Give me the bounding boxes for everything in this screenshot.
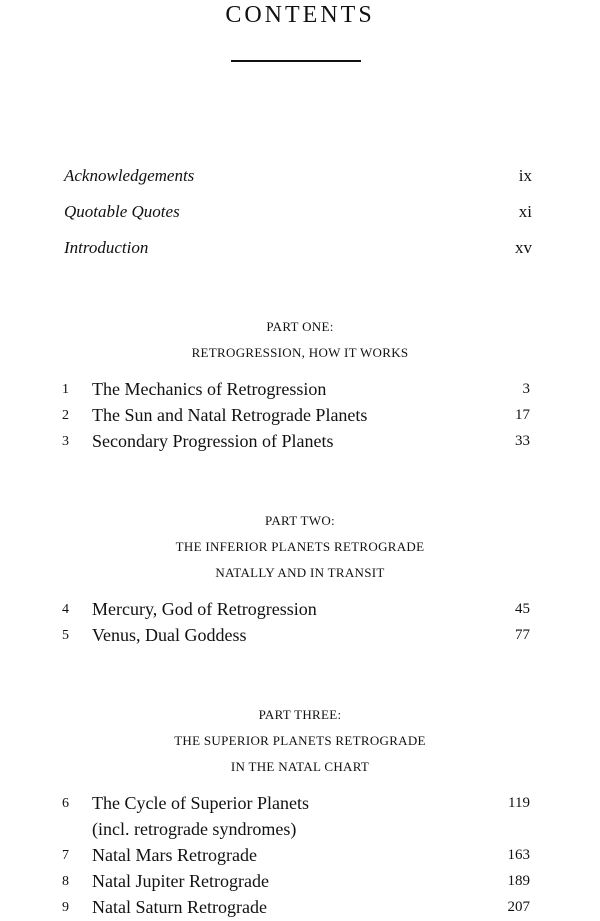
chapter-entry[interactable] [0, 868, 600, 894]
part-subtitle: IN THE NATAL CHART [230, 759, 370, 774]
chapter-title: Secondary Progression of Planets [92, 431, 334, 451]
chapter-entry[interactable] [0, 622, 600, 648]
title-rule [231, 60, 361, 62]
chapter-page: 119 [508, 795, 530, 811]
chapter-page: 3 [522, 381, 530, 397]
chapter-title: The Mechanics of Retrogression [92, 379, 327, 399]
chapter-page: 33 [515, 433, 530, 449]
part-subtitle: THE INFERIOR PLANETS RETROGRADE [175, 539, 425, 554]
front-matter-page: ix [518, 166, 532, 185]
chapter-title: Natal Mars Retrograde [92, 845, 257, 865]
chapter-number: 7 [62, 848, 69, 863]
chapter-number: 3 [62, 434, 69, 449]
chapter-title: The Sun and Natal Retrograde Planets [92, 405, 368, 425]
front-matter-item[interactable] [64, 163, 532, 189]
part-heading: PART THREE: [258, 707, 342, 722]
front-matter-page: xv [515, 238, 532, 257]
chapter-title: Venus, Dual Goddess [92, 625, 247, 645]
front-matter-page: xi [518, 202, 532, 221]
chapter-entry[interactable] [0, 402, 600, 428]
chapter-page: 163 [507, 847, 530, 863]
chapter-number: 2 [62, 408, 69, 423]
chapter-entry[interactable] [0, 428, 600, 454]
chapter-title-continuation: (incl. retrograde syndromes) [92, 819, 297, 839]
front-matter-item[interactable] [64, 235, 532, 261]
part-subtitle: THE SUPERIOR PLANETS RETROGRADE [174, 733, 426, 748]
part-subtitle: NATALLY AND IN TRANSIT [215, 565, 385, 580]
part-subtitle: RETROGRESSION, HOW IT WORKS [191, 345, 409, 360]
chapter-title: Natal Saturn Retrograde [92, 897, 267, 917]
chapter-number: 1 [62, 382, 69, 397]
front-matter-label: Acknowledgements [64, 166, 195, 185]
chapter-entry[interactable] [0, 842, 600, 868]
chapter-page: 77 [515, 627, 530, 643]
chapter-page: 189 [507, 873, 530, 889]
part-heading: PART ONE: [266, 319, 334, 334]
chapter-number: 9 [62, 900, 69, 915]
chapter-entry[interactable] [0, 596, 600, 622]
chapter-entry[interactable] [0, 790, 600, 816]
front-matter-label: Introduction [64, 238, 149, 257]
chapter-page: 207 [507, 899, 530, 915]
chapter-title: Mercury, God of Retrogression [92, 599, 317, 619]
chapter-number: 5 [62, 628, 69, 643]
chapter-number: 8 [62, 874, 69, 889]
chapter-page: 17 [515, 407, 530, 423]
chapter-number: 6 [62, 796, 69, 811]
front-matter-label: Quotable Quotes [64, 202, 180, 221]
chapter-title: Natal Jupiter Retrograde [92, 871, 269, 891]
chapter-page: 45 [515, 601, 530, 617]
contents-title: CONTENTS [225, 2, 375, 28]
chapter-number: 4 [62, 602, 69, 617]
part-heading: PART TWO: [265, 513, 335, 528]
chapter-entry[interactable] [0, 376, 600, 402]
front-matter-item[interactable] [64, 199, 532, 225]
chapter-entry[interactable] [0, 894, 600, 920]
chapter-title: The Cycle of Superior Planets [92, 793, 309, 813]
